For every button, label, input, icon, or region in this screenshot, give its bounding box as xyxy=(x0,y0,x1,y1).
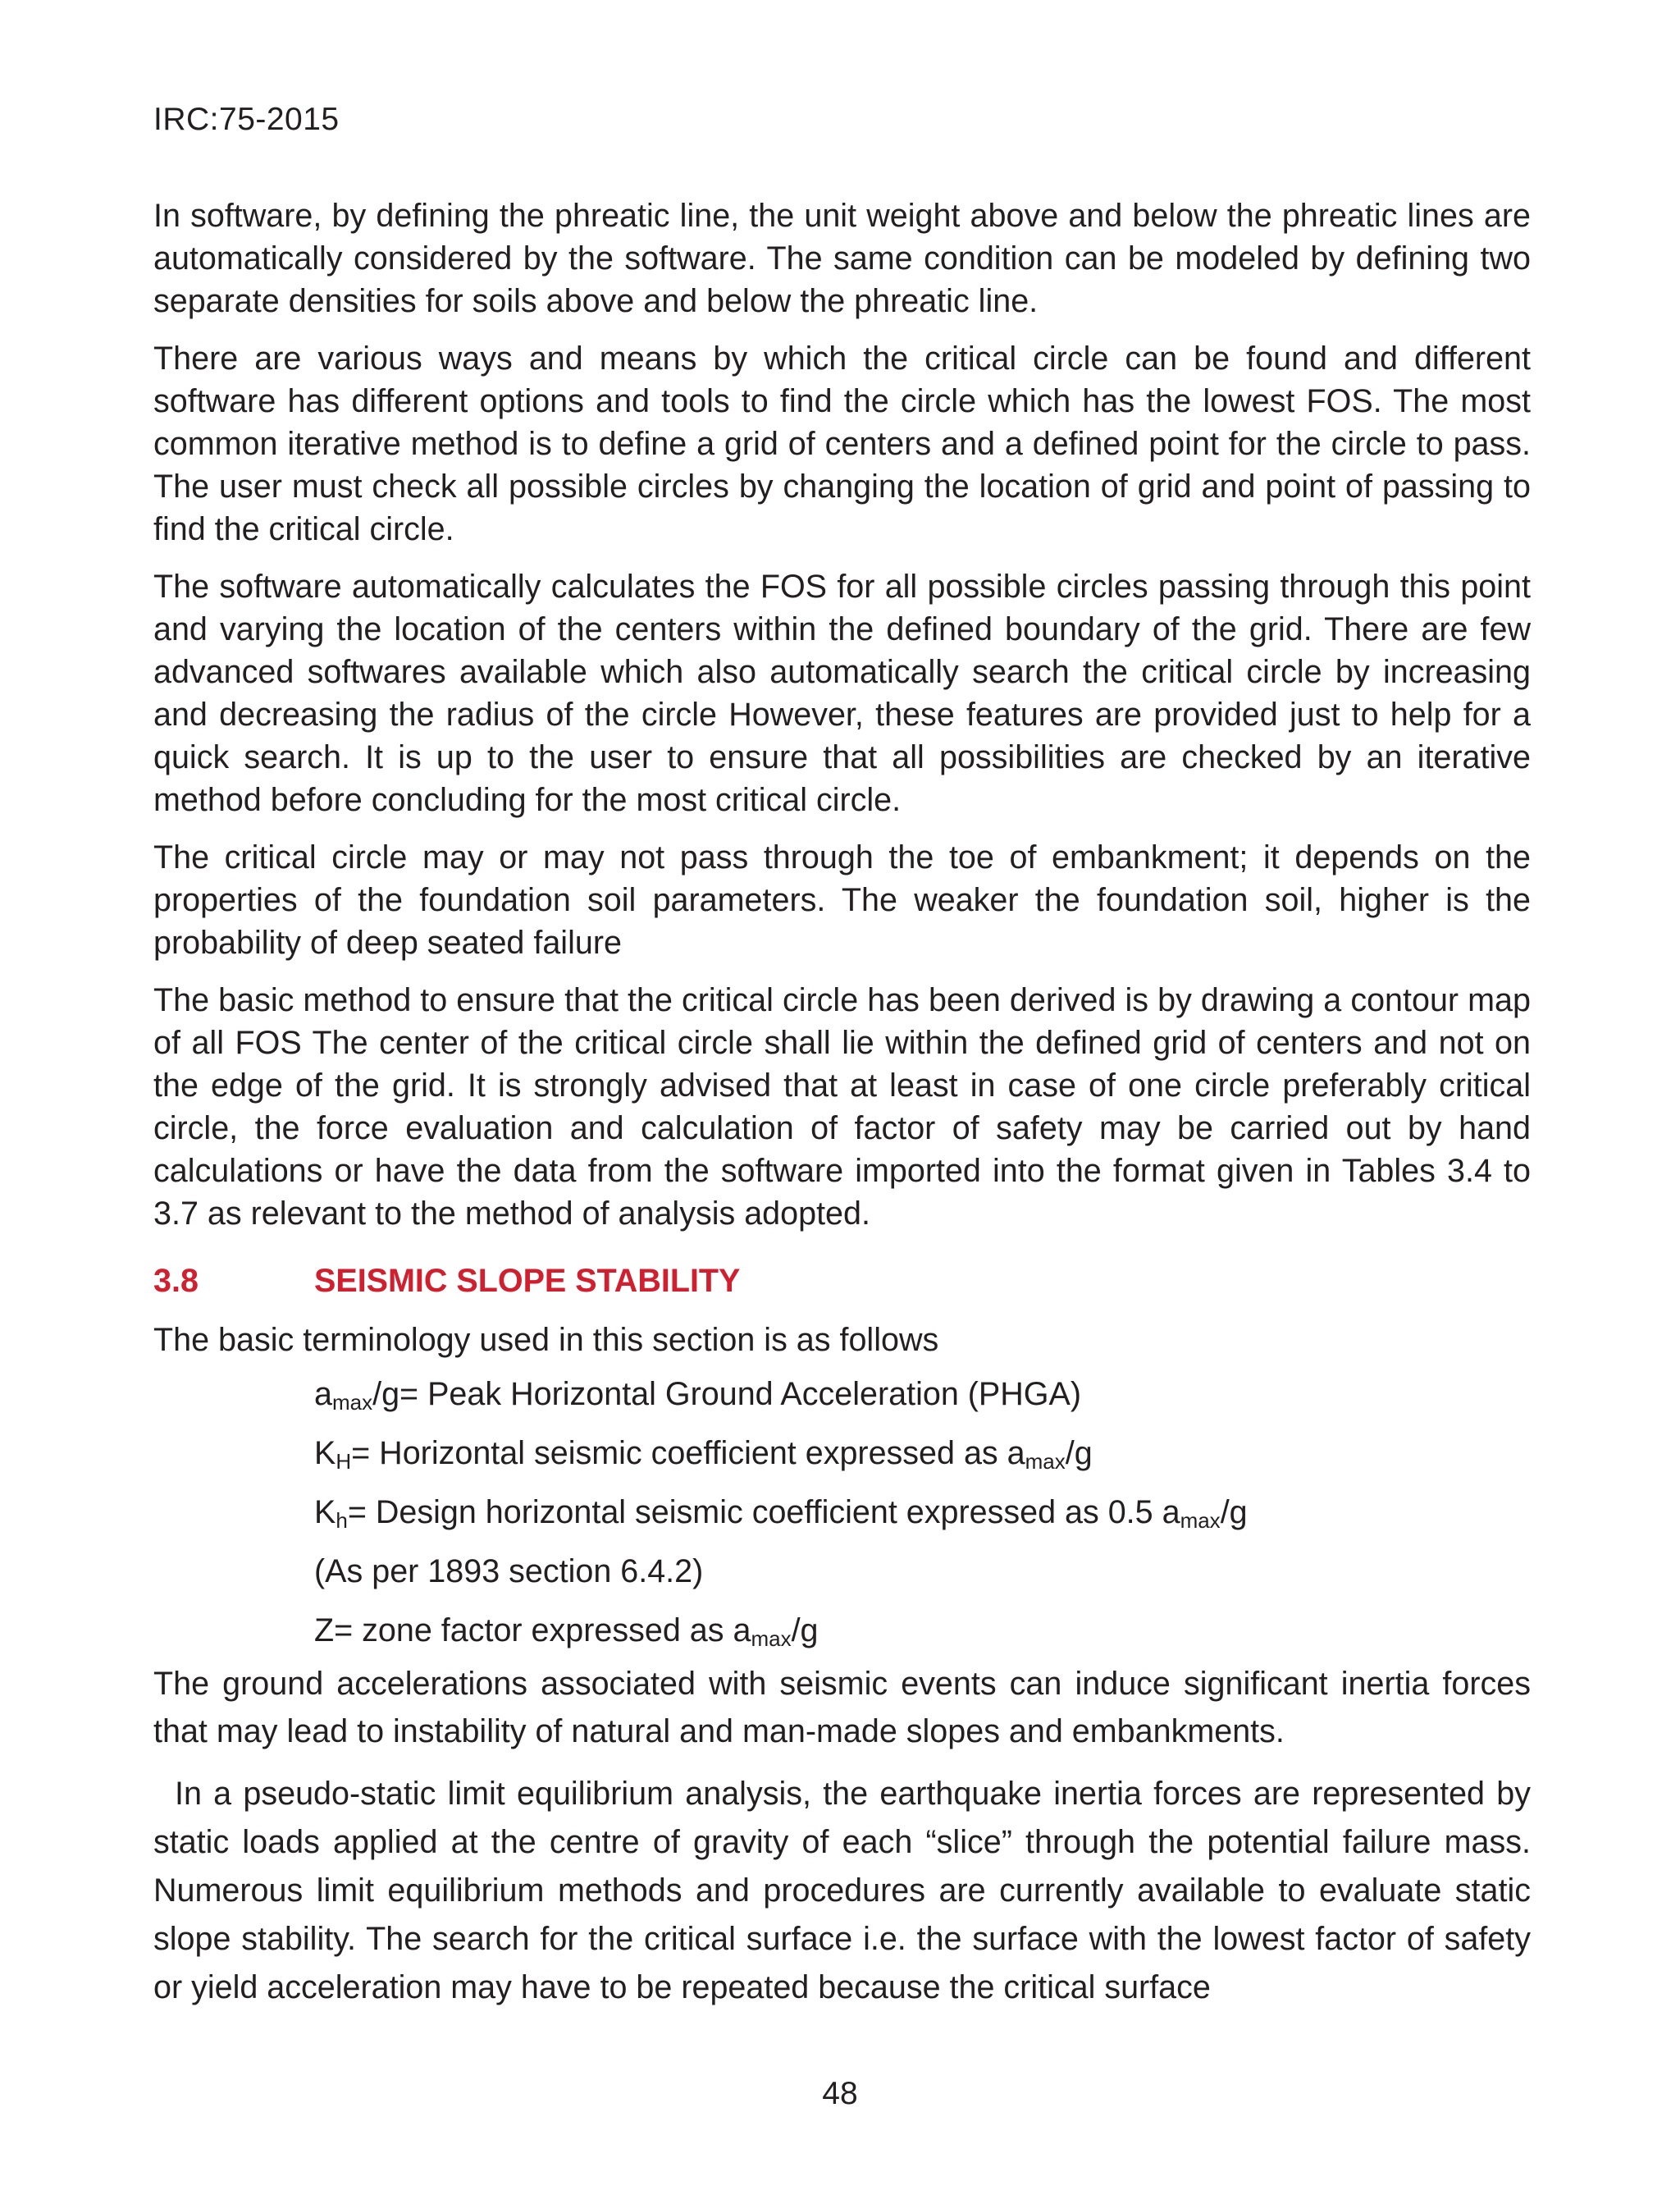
definition-phga: $a_{max}/g=$ Peak Horizontal Ground Acceleration (PHGA) xyxy=(314,1376,1082,1415)
terminology-intro: The basic terminology used in this section is as follows xyxy=(153,1322,939,1358)
section-title: SEISMIC SLOPE STABILITY xyxy=(314,1263,741,1299)
definition-reference: (As per 1893 section 6.4.2) xyxy=(314,1553,704,1589)
paragraph-ground-accelerations: The ground accelerations associated with seismic events can induce significant inertia forces that may lead to instability of natural and man-made slopes and embankments. xyxy=(153,1666,1531,1749)
paragraph-phreatic-line: In software, by defining the phreatic line, the unit weight above and below the phreatic lines are automatically considered by the software. The same condition can be modeled by defining two separate densities for soils above and below the phreatic line. xyxy=(153,198,1531,319)
definition-kh-horizontal: $K_H=$ Horizontal seismic coefficient expressed as $a_{max}/g$ xyxy=(314,1435,1093,1474)
section-number: 3.8 xyxy=(153,1263,199,1299)
definition-zone-factor: Z= zone factor expressed as $a_{max}/g$ xyxy=(314,1612,819,1651)
definition-kh-design: $K_h=$ Design horizontal seismic coefficient expressed as 0.5 $a_{max}/g$ xyxy=(314,1494,1248,1533)
paragraph-pseudo-static: In a pseudo-static limit equilibrium analysis, the earthquake inertia forces are represented by static loads applied at the centre of gravity of each “slice” through the potential failure mass. Numerous limit equilibrium methods and procedures are currently available to evaluate static slope stability. The search for the critical surface i.e. the surface with the lowest factor of safety or yield acceleration may have to be repeated because the critical surface xyxy=(153,1776,1531,2005)
section-heading xyxy=(153,1260,1531,1302)
paragraph-critical-circle-methods: There are various ways and means by which the critical circle can be found and different software has different options and tools to find the circle which has the lowest FOS. The most common iterative method is to define a grid of centers and a defined point for the circle to pass. The user must check all possible circles by changing the location of grid and point of passing to find the critical circle. xyxy=(153,341,1531,547)
paragraph-automatic-calculation: The software automatically calculates the FOS for all possible circles passing through this point and varying the location of the centers within the defined boundary of the grid. There are few advanced softwares available which also automatically search the critical circle by increasing and decreasing the radius of the circle However, these features are provided just to help for a quick search. It is up to the user to ensure that all possibilities are checked by an iterative method before concluding for the most critical circle. xyxy=(153,569,1531,818)
document-code-header: IRC:75-2015 xyxy=(153,102,340,137)
paragraph-toe-of-embankment: The critical circle may or may not pass through the toe of embankment; it depends on the properties of the foundation soil parameters. The weaker the foundation soil, higher is the probability of deep seated failure xyxy=(153,839,1531,961)
paragraph-contour-map: The basic method to ensure that the critical circle has been derived is by drawing a contour map of all FOS The center of the critical circle shall lie within the defined grid of centers and not on the edge of the grid. It is strongly advised that at least in case of one circle preferably critical circle, the force evaluation and calculation of factor of safety may be carried out by hand calculations or have the data from the software imported into the format given in Tables 3.4 to 3.7 as relevant to the method of analysis adopted. xyxy=(153,982,1531,1232)
body-text xyxy=(153,194,1531,2027)
page-number: 48 xyxy=(822,2076,858,2111)
